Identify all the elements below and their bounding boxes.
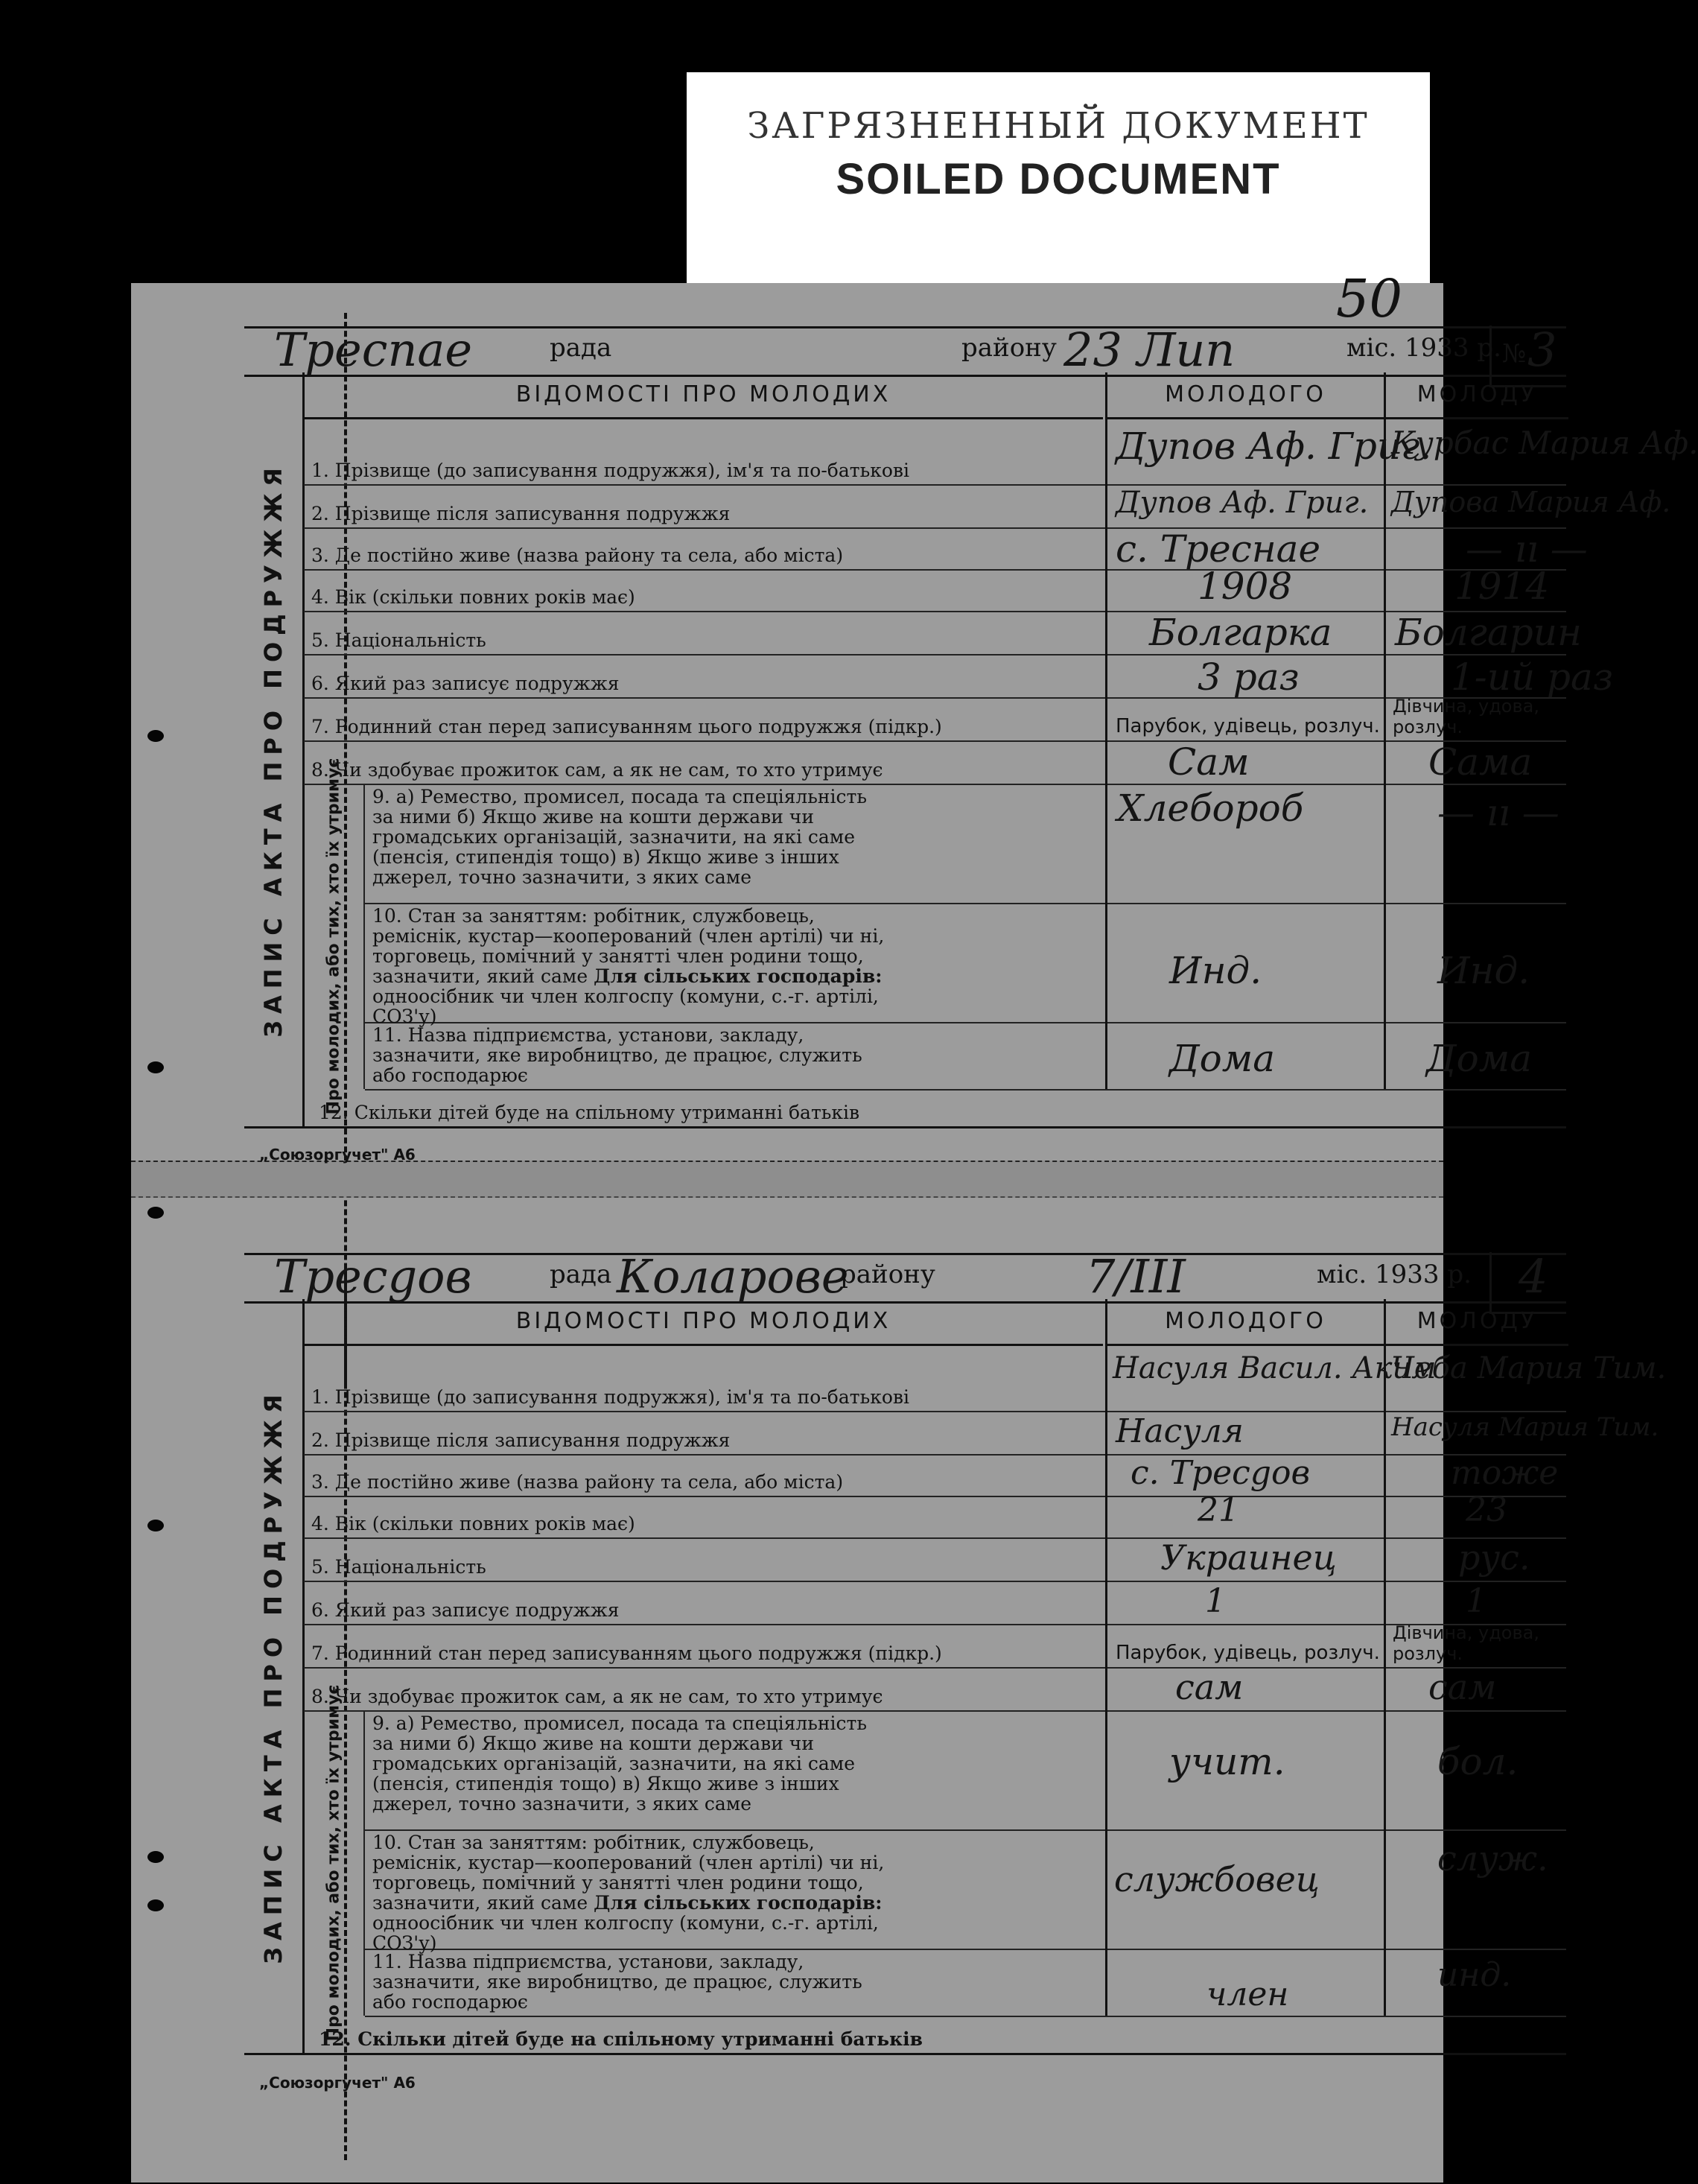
groom-residence: с. Тресgов — [1131, 1454, 1311, 1492]
bride-nationality: Болгарин — [1395, 611, 1582, 654]
binding-hole — [147, 1851, 164, 1863]
row-6-marriage-count: 6. Який раз записує подружжя 1 1 — [304, 1581, 1566, 1625]
label-english: SOILED DOCUMENT — [836, 155, 1281, 203]
groom-status-options: Парубок, удівець, розлуч. — [1116, 715, 1380, 737]
groom-age: 1908 — [1198, 565, 1293, 608]
row-8-livelihood: 8. Чи здобуває прожиток сам, а як не сам, то хто утримує сам сам — [304, 1667, 1566, 1712]
col-header-info: ВІДОМОСТІ ПРО МОЛОДИХ — [304, 372, 1103, 419]
row-10-employment-status: 10. Стан за заняттям: робітник, службовець, реміснік, кустар—кооперований (член артілі) чи ні, торговець, помічний у занятті член родини тощо, зазначити, який саме Для сільських господарів: одноосібник чи член колгоспу (комуни, с.-г. артілі, СОЗ'у) Инд. Инд. — [365, 903, 1566, 1023]
row-1-name: 1. Прізвище (до записування подружжя), ім'я та по-батькові Насуля Васил. Аким Чеба Мария Тим. — [304, 1344, 1566, 1412]
label-russian: ЗАГРЯЗНЕННЫЙ ДОКУМЕНТ — [747, 105, 1370, 147]
bride-employment: служ. — [1437, 1838, 1548, 1879]
bride-status-options: Дівчина, удова, розлуч. — [1393, 1622, 1539, 1664]
groom-surname-after: Дупов Аф. Григ. — [1116, 486, 1369, 520]
groom-nationality: Украинец — [1160, 1537, 1337, 1578]
groom-occupation: учит. — [1169, 1740, 1285, 1783]
record-number: 4 — [1519, 1249, 1548, 1304]
groom-workplace: член — [1206, 1975, 1289, 2013]
village-handwritten: Тресnaе — [274, 323, 473, 377]
row-10-employment-status: 10. Стан за заняттям: робітник, службовець, реміснік, кустар—кооперований (член артілі) чи ні, торговець, помічний у занятті член родини тощо, зазначити, який саме Для сільських господарів: одноосібник чи член колгоспу (комуни, с.-г. артілі, СОЗ'у) службовец служ. — [365, 1829, 1566, 1950]
binding-hole — [147, 1899, 164, 1911]
printer-mark: „Союзоргучет" А6 — [259, 2074, 416, 2092]
col-header-bride: МОЛОДУ — [1384, 372, 1568, 419]
fold-strip — [131, 1161, 1443, 1198]
groom-surname-after: Насуля — [1116, 1412, 1244, 1450]
record-number: 3 — [1527, 323, 1557, 377]
form-header — [244, 323, 1566, 377]
form-table — [244, 1299, 1667, 2055]
groom-nationality: Болгарка — [1149, 611, 1332, 654]
bride-marriage-count: 1-ий раз — [1451, 655, 1614, 699]
row-12-children: 12. Скільки дітей буде на спільному утриманні батьків — [319, 2028, 923, 2050]
date-handwritten: 7/III — [1086, 1249, 1186, 1304]
form-table — [244, 372, 1698, 1128]
bride-marriage-count: 1 — [1466, 1582, 1486, 1620]
row-12-children: 12. Скільки дітей буде на спільному утриманні батьків — [319, 1102, 860, 1123]
row-5-nationality: 5. Національність Украинец рус. — [304, 1537, 1566, 1582]
groom-workplace: Дома — [1169, 1037, 1276, 1080]
bride-name: Курбас Мария Аф. — [1391, 425, 1698, 461]
bride-residence: — ıı — — [1466, 527, 1588, 571]
groom-name: Дупов Аф. Григ. — [1116, 425, 1432, 468]
form-header — [244, 1249, 1566, 1304]
number-sign: № — [1502, 339, 1527, 369]
binding-hole — [147, 730, 164, 742]
bride-workplace: инд. — [1437, 1956, 1512, 1994]
bride-status-options: Дівчина, удова, розлуч. — [1393, 696, 1539, 737]
row-4-age: 4. Вік (скільки повних років має) 1908 1914 — [304, 569, 1566, 612]
row-2-surname-after: 2. Прізвище після записування подружжя Дупов Аф. Григ. Дупова Мария Аф. — [304, 484, 1566, 529]
bride-name: Чеба Мария Тим. — [1391, 1351, 1667, 1385]
soiled-document-label — [687, 72, 1430, 288]
bride-nationality: рус. — [1458, 1537, 1530, 1578]
vertical-title: ЗАПИС АКТА ПРО ПОДРУЖЖЯ — [244, 372, 305, 1126]
month-year-label: міс. 1933 р. — [1317, 1260, 1472, 1289]
groom-age: 21 — [1198, 1491, 1239, 1529]
printer-mark: „Союзоргучет" А6 — [259, 1146, 416, 1164]
bride-occupation: бол. — [1437, 1740, 1519, 1783]
binding-hole — [147, 1207, 164, 1219]
row-6-marriage-count: 6. Який раз записує подружжя 3 раз 1-ий раз — [304, 654, 1566, 699]
groom-livelihood: сам — [1175, 1667, 1244, 1707]
col-header-groom: МОЛОДОГО — [1105, 1299, 1384, 1346]
binding-hole — [147, 1061, 164, 1073]
row-1-name: 1. Прізвище (до записування подружжя), ім'я та по-батькові Дупов Аф. Григ. Курбас Мария Аф. — [304, 417, 1566, 486]
row-8-livelihood: 8. Чи здобуває прожиток сам, а як не сам, то хто утримує Сам Сама — [304, 740, 1566, 785]
bride-residence: тоже — [1451, 1454, 1559, 1492]
binding-hole — [147, 1520, 164, 1531]
groom-status-options: Парубок, удівець, розлуч. — [1116, 1642, 1380, 1664]
bride-surname-after: Насуля Мария Тим. — [1391, 1412, 1659, 1442]
row-9-occupation: 9. а) Ремество, промисел, посада та спеціяльність за ними б) Якщо живе на кошти держави чи громадських організацій, зазначити, на які саме (пенсія, стипендія тощо) в) Якщо живе з інших джерел, точно зазначити, з яких саме учит. бол. — [365, 1710, 1566, 1831]
row-11-workplace: 11. Назва підприємства, установи, закладу, зазначити, яке виробництво, де працює, служить або господарює член инд. — [365, 1949, 1566, 2017]
groom-livelihood: Сам — [1168, 740, 1250, 784]
record-sheet — [131, 268, 1698, 2183]
bride-age: 23 — [1466, 1491, 1507, 1529]
bride-livelihood: сам — [1428, 1667, 1497, 1707]
groom-name: Насуля Васил. Аким — [1113, 1351, 1437, 1385]
col-header-bride: МОЛОДУ — [1384, 1299, 1568, 1346]
row-2-surname-after: 2. Прізвище після записування подружжя Насуля Насуля Мария Тим. — [304, 1411, 1566, 1456]
groom-employment: Инд. — [1169, 949, 1262, 992]
row-11-workplace: 11. Назва підприємства, установи, закладу, зазначити, яке виробництво, де працює, служить або господарює Дома Дома — [365, 1022, 1566, 1091]
col-header-info: ВІДОМОСТІ ПРО МОЛОДИХ — [304, 1299, 1103, 1346]
row-7-marital-status: 7. Родинний стан перед записуванням цього подружжя (підкр.) Парубок, удівець, розлуч. Дівчина, удова, розлуч. — [304, 697, 1566, 742]
row-9-occupation: 9. а) Ремество, промисел, посада та спеціяльність за ними б) Якщо живе на кошти держави чи громадських організацій, зазначити, на які саме (пенсія, стипендія тощо) в) Якщо живе з інших джерел, точно зазначити, з яких саме Хлебороб — ıı — — [365, 784, 1566, 904]
col-header-groom: МОЛОДОГО — [1105, 372, 1384, 419]
row-7-marital-status: 7. Родинний стан перед записуванням цього подружжя (підкр.) Парубок, удівець, розлуч. Дівчина, удова, розлуч. — [304, 1624, 1566, 1669]
groom-occupation: Хлебороб — [1117, 787, 1304, 830]
row-3-residence: 3. Де постійно живе (назва району та села, або міста) с. Тресgов тоже — [304, 1454, 1566, 1497]
groom-residence: с. Треснае — [1116, 527, 1321, 571]
groom-employment: службовец — [1114, 1859, 1320, 1899]
bride-age: 1914 — [1454, 565, 1550, 608]
bride-workplace: Дома — [1426, 1037, 1533, 1080]
side-note: Про молодих, або тих, хто їх утримує — [324, 758, 343, 1115]
bride-livelihood: Сама — [1428, 740, 1533, 784]
date-handwritten: 23 Лип — [1063, 323, 1236, 377]
groom-marriage-count: 3 раз — [1198, 655, 1300, 699]
rayonu-label: району — [961, 333, 1057, 363]
groom-marriage-count: 1 — [1205, 1582, 1226, 1620]
bride-employment: Инд. — [1437, 949, 1530, 992]
side-note: Про молодих, або тих, хто їх утримує — [324, 1684, 343, 2042]
side-note-cell — [304, 758, 365, 1115]
bride-occupation: — ıı — — [1437, 791, 1559, 834]
rada-label: рада — [550, 1260, 612, 1289]
village-handwritten: Тресgов — [274, 1249, 472, 1304]
bride-surname-after: Дупова Мария Аф. — [1391, 486, 1671, 518]
row-3-residence: 3. Де постійно живе (назва району та села, або міста) с. Треснае — ıı — — [304, 527, 1566, 571]
row-5-nationality: 5. Національність Болгарка Болгарин — [304, 611, 1566, 655]
vertical-title: ЗАПИС АКТА ПРО ПОДРУЖЖЯ — [244, 1299, 305, 2053]
rada-label: рада — [550, 333, 612, 363]
corner-annotation: 50 — [1336, 268, 1403, 329]
rayon-handwritten: Коларове — [617, 1249, 849, 1304]
row-4-age: 4. Вік (скільки повних років має) 21 23 — [304, 1496, 1566, 1539]
month-year-label: міс. 1933 р. — [1346, 333, 1501, 363]
rayonu-label: району — [840, 1260, 935, 1289]
side-note-cell — [304, 1684, 365, 2042]
